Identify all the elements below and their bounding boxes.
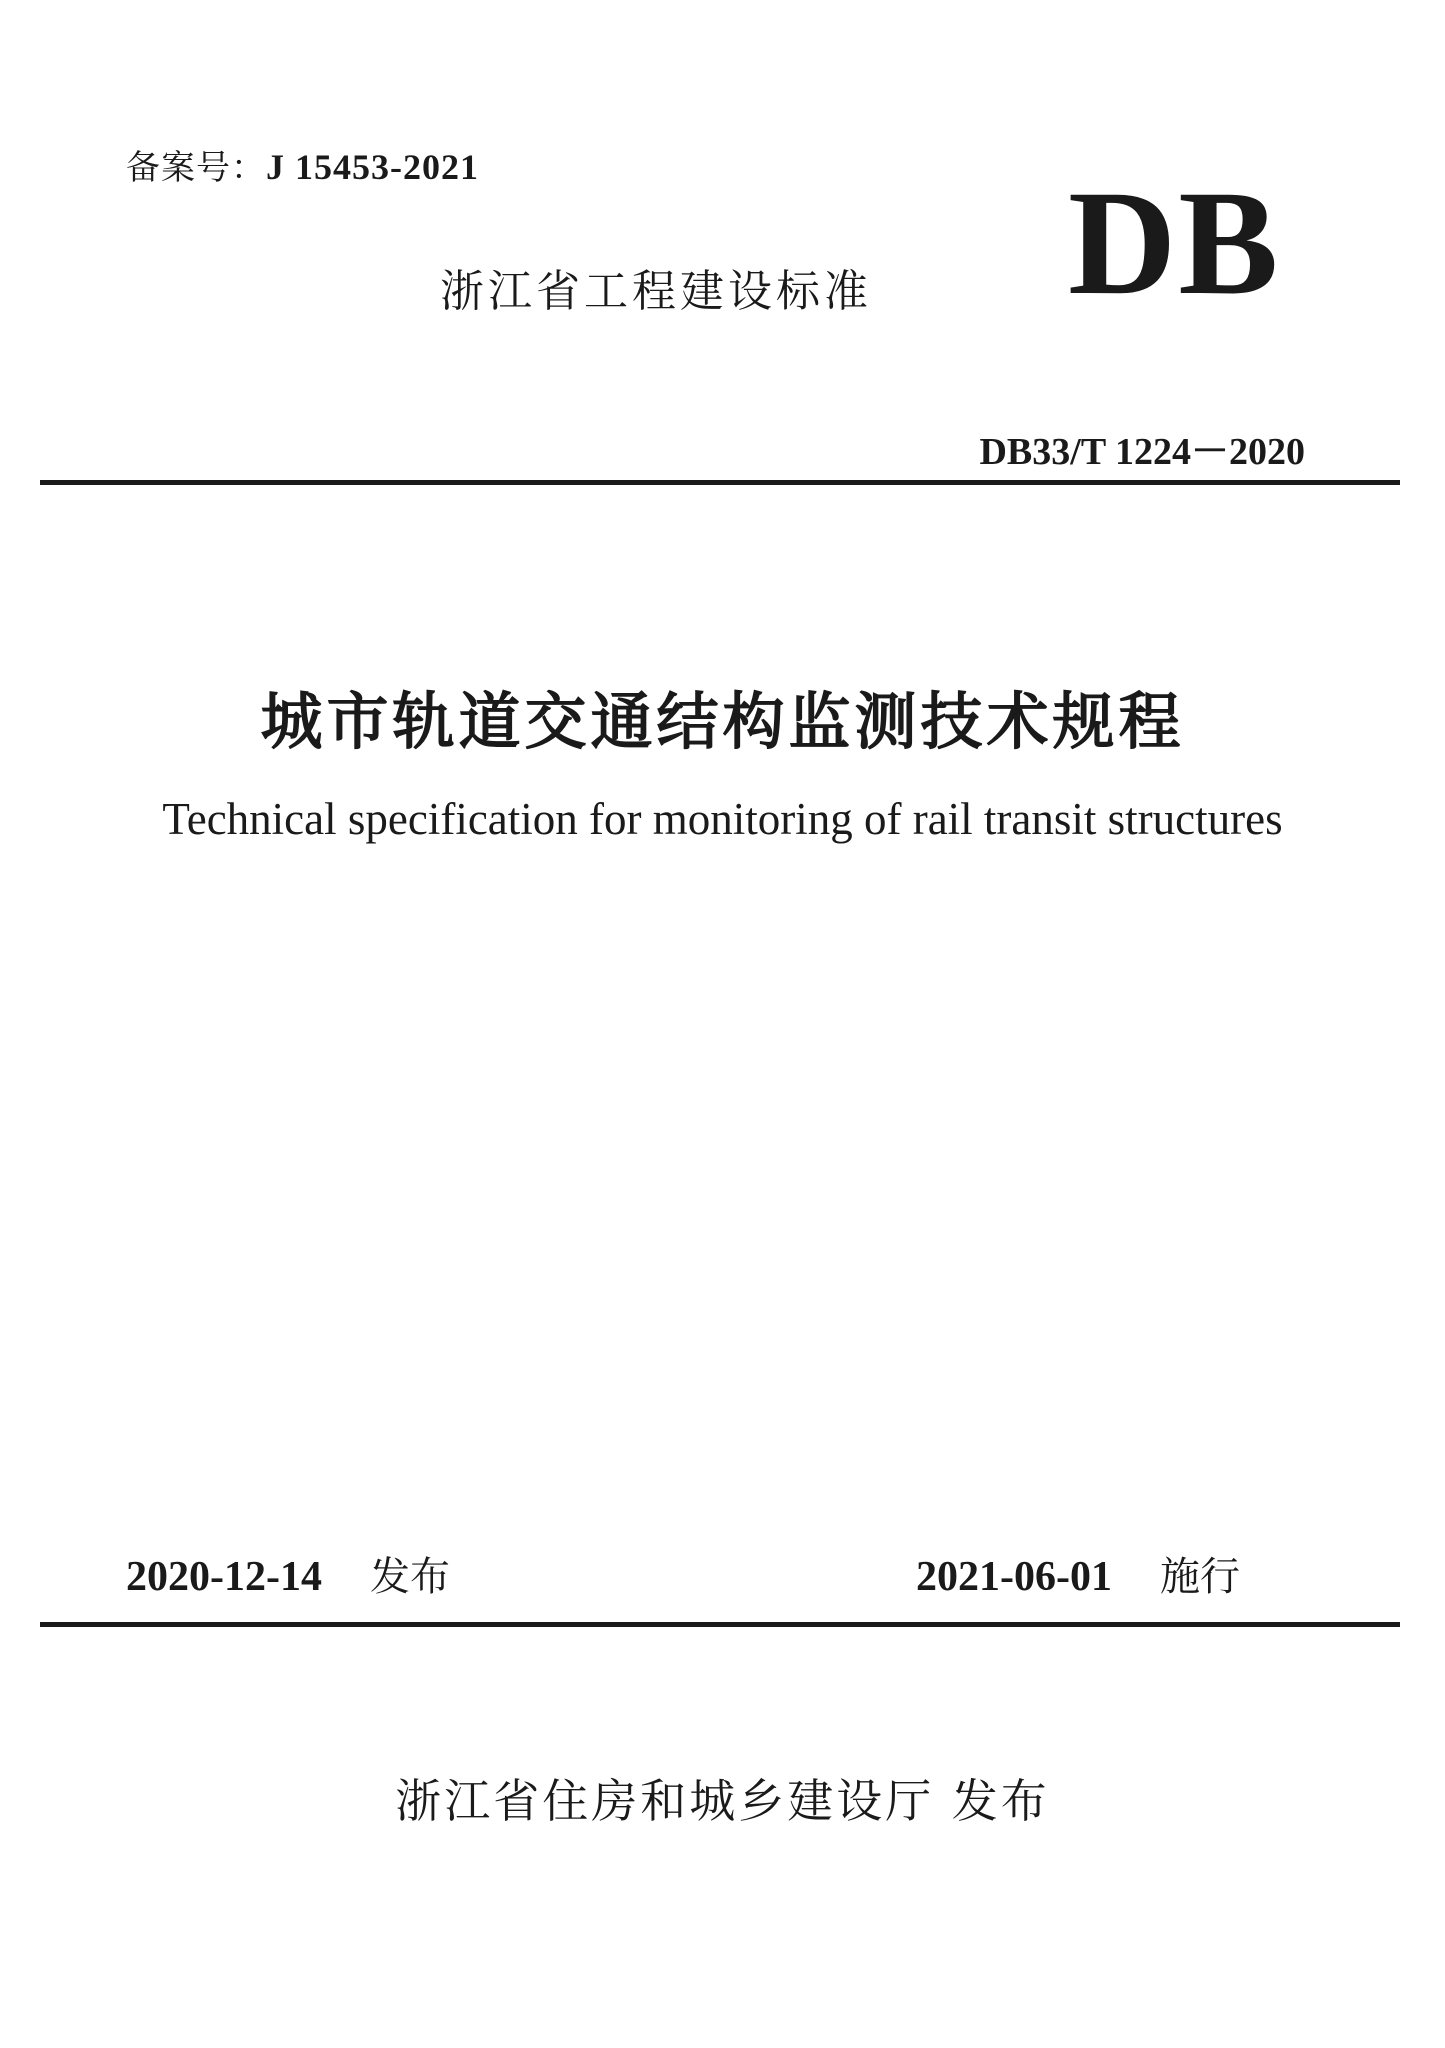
standard-code: DB33/T 1224－2020 — [979, 431, 1305, 473]
record-number-value: J 15453-2021 — [266, 147, 479, 187]
effective-label: 施行 — [1159, 1554, 1240, 1600]
publisher: 浙江省住房和城乡建设厅 发布 — [395, 1774, 1050, 1828]
issue-date-line — [126, 1545, 450, 1602]
document-title-english: Technical specification for monitoring of rail transit structures — [162, 794, 1283, 844]
top-divider — [40, 480, 1400, 485]
effective-date: 2021-06-01 — [916, 1554, 1112, 1600]
issue-date: 2020-12-14 — [126, 1554, 322, 1600]
record-number-label: 备案号： — [126, 148, 266, 188]
db-logo: DB — [1068, 160, 1281, 326]
issue-label: 发布 — [369, 1554, 450, 1600]
record-number — [126, 140, 479, 189]
document-title-chinese: 城市轨道交通结构监测技术规程 — [260, 685, 1185, 758]
standard-type: 浙江省工程建设标准 — [440, 266, 872, 317]
bottom-divider — [40, 1622, 1400, 1627]
effective-date-line — [916, 1545, 1240, 1602]
